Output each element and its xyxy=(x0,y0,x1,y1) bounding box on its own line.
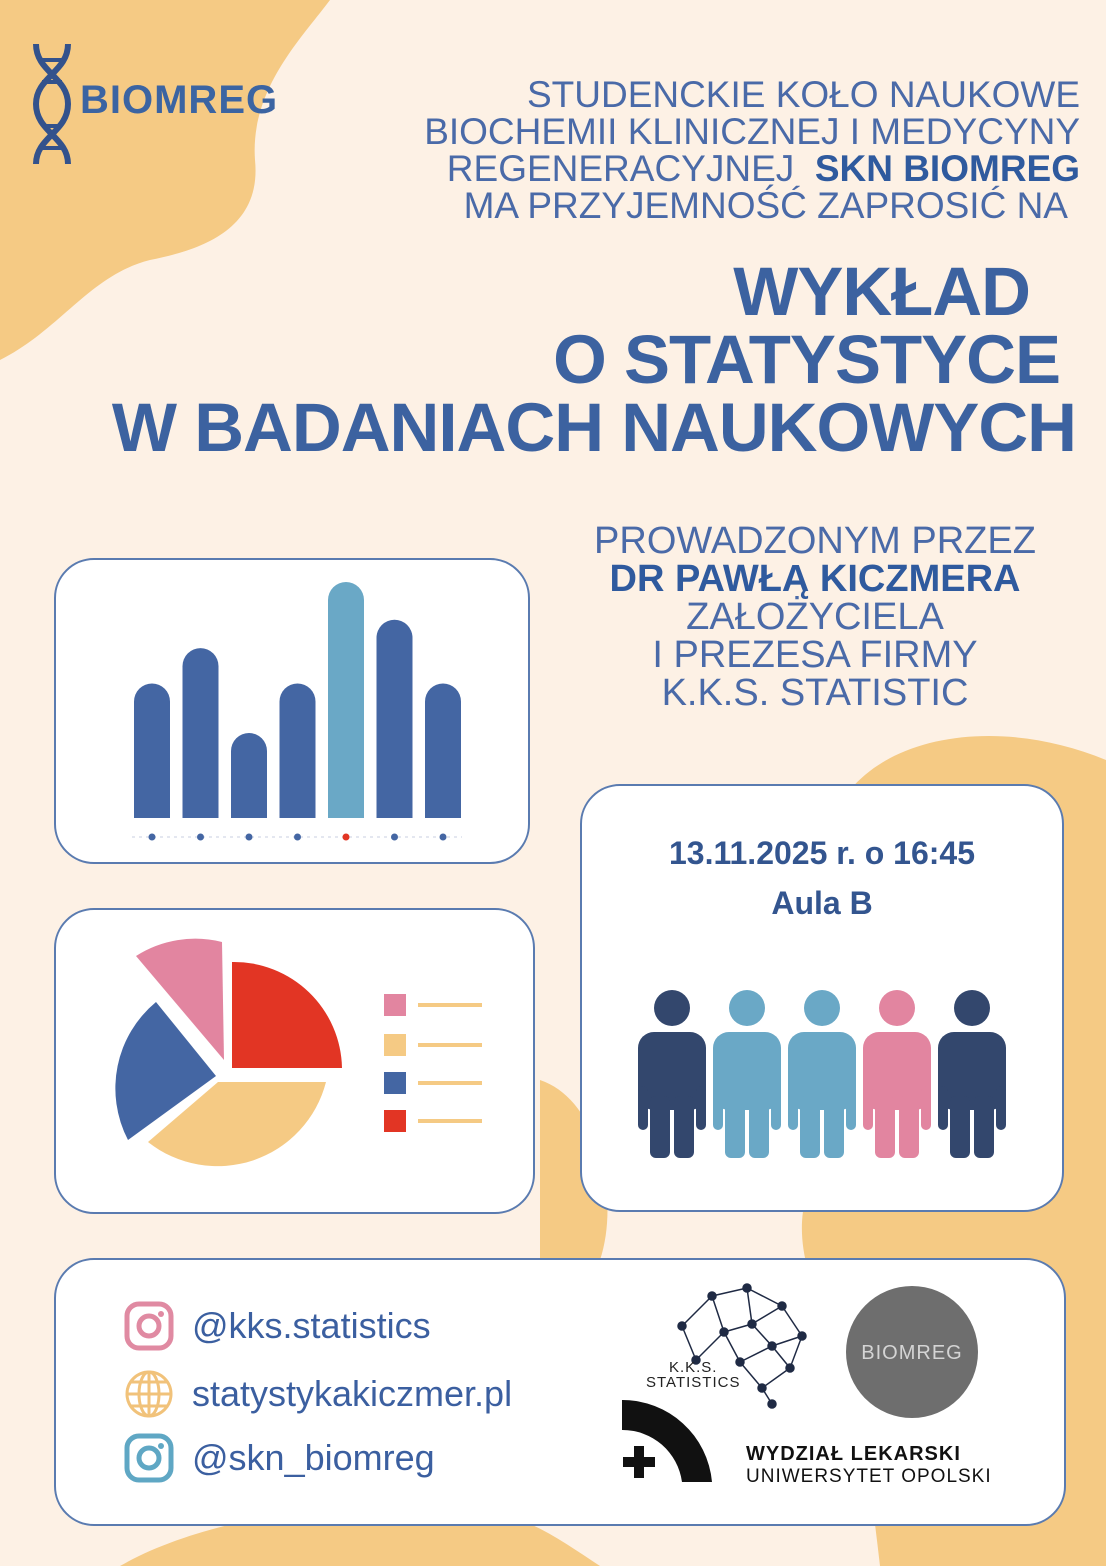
contact-card xyxy=(54,1258,1066,1526)
bar xyxy=(377,620,413,818)
club-name: SKN BIOMREG xyxy=(814,148,1080,189)
event-datetime: 13.11.2025 r. o 16:45 xyxy=(668,835,976,871)
bar xyxy=(425,683,461,818)
kks-statistics-logo xyxy=(652,1276,812,1416)
bar xyxy=(328,582,364,818)
bar xyxy=(280,683,316,818)
title-line-1: WYKŁAD xyxy=(733,253,1030,330)
biomreg-round-logo-text: BIOMREG xyxy=(861,1342,963,1364)
event-card xyxy=(580,784,1064,1212)
faculty-logo xyxy=(622,1400,712,1490)
contact-instagram-biomreg[interactable] xyxy=(124,1432,435,1484)
bar xyxy=(134,683,170,818)
lecture-title xyxy=(16,253,1076,466)
legend-swatch-red xyxy=(384,1110,406,1132)
legend-swatch-blue xyxy=(384,1072,406,1094)
bar-chart-illustration xyxy=(56,560,528,862)
people-illustration xyxy=(582,786,1062,1210)
title-line-3: W BADANIACH NAUKOWYCH xyxy=(111,389,1076,466)
intro-text xyxy=(300,76,1080,224)
intro-line-2: BIOCHEMII KLINICZNEJ I MEDYCYNY xyxy=(424,111,1080,152)
speaker-line-4: I PREZESA FIRMY xyxy=(652,634,978,676)
speaker-line-5: K.K.S. STATISTIC xyxy=(661,672,969,714)
speaker-line-1: PROWADZONYM PRZEZ xyxy=(594,520,1036,562)
bar-chart-card xyxy=(54,558,530,864)
biomreg-logo xyxy=(28,42,278,167)
legend-swatch-pink xyxy=(384,994,406,1016)
pie-chart-illustration xyxy=(56,910,533,1212)
person-icon xyxy=(788,990,856,1158)
title-line-2: O STATYSTYCE xyxy=(553,321,1060,398)
bar-axis-dot xyxy=(149,834,156,841)
pie-chart-card xyxy=(54,908,535,1214)
contact-instagram-kks[interactable] xyxy=(124,1300,431,1352)
bar-axis-dot xyxy=(197,834,204,841)
intro-line-1: STUDENCKIE KOŁO NAUKOWE xyxy=(526,74,1080,115)
intro-line-4: MA PRZYJEMNOŚĆ ZAPROSIĆ NA xyxy=(463,185,1068,226)
speaker-line-3: ZAŁOŻYCIELA xyxy=(686,596,944,638)
logo-text: BIOMREG xyxy=(80,78,279,122)
speaker-name: DR PAWŁĄ KICZMERA xyxy=(609,558,1021,600)
bar-axis-dot xyxy=(294,834,301,841)
person-icon xyxy=(638,990,706,1158)
bar-axis-dot xyxy=(343,834,350,841)
dna-icon xyxy=(28,42,78,167)
bar-axis-dot xyxy=(440,834,447,841)
pie-slice-red xyxy=(232,962,342,1068)
instagram-handle-kks: @kks.statistics xyxy=(192,1305,431,1346)
person-icon xyxy=(938,990,1006,1158)
person-icon xyxy=(863,990,931,1158)
university-name: UNIWERSYTET OPOLSKI xyxy=(746,1466,992,1487)
intro-line-3 xyxy=(300,150,1080,187)
biomreg-round-logo xyxy=(846,1286,978,1418)
person-icon xyxy=(713,990,781,1158)
instagram-icon xyxy=(124,1301,174,1351)
globe-icon xyxy=(124,1369,174,1419)
website-url: statystykakiczmer.pl xyxy=(192,1373,513,1414)
speaker-info xyxy=(545,522,1085,712)
instagram-handle-biomreg: @skn_biomreg xyxy=(192,1437,435,1478)
event-room: Aula B xyxy=(771,885,873,921)
bar xyxy=(231,733,267,818)
bar-axis-dot xyxy=(391,834,398,841)
bar xyxy=(183,648,219,818)
kks-statistics-label: K.K.S. STATISTICS xyxy=(646,1359,741,1391)
contact-website[interactable] xyxy=(124,1368,512,1420)
legend-swatch-sand xyxy=(384,1034,406,1056)
faculty-name: WYDZIAŁ LEKARSKI xyxy=(746,1443,961,1465)
intro-line-3-text: REGENERACYJNEJ xyxy=(446,148,795,189)
bar-axis-dot xyxy=(246,834,253,841)
instagram-icon xyxy=(124,1433,174,1483)
